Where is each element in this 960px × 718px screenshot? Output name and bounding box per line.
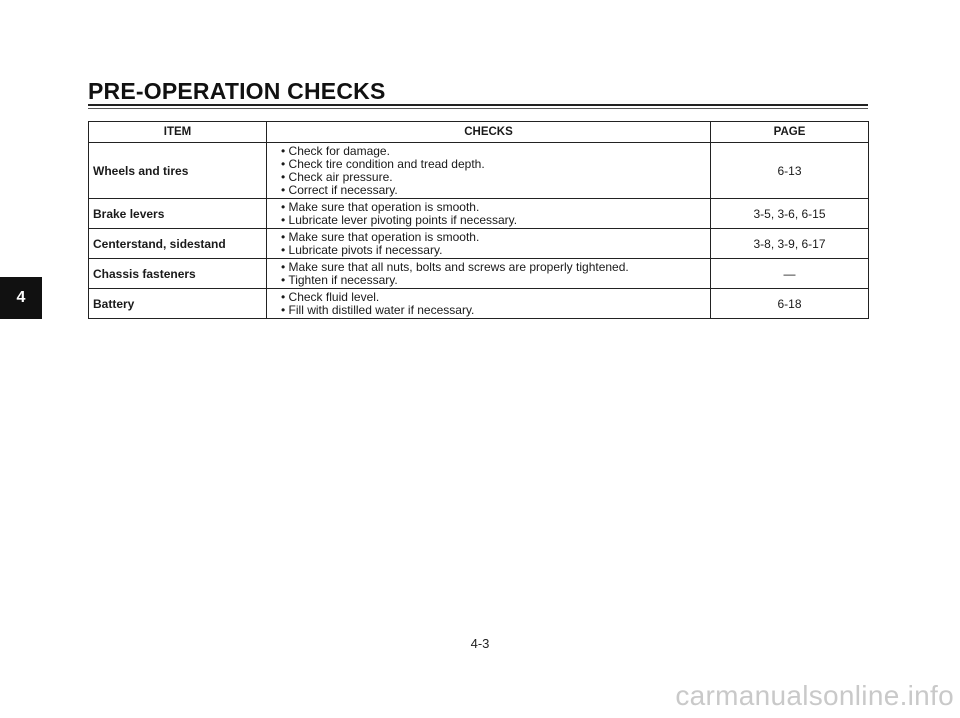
title-rule: [88, 104, 868, 106]
page-cell: 3-5, 3-6, 6-15: [711, 199, 869, 229]
chapter-tab: 4: [0, 277, 42, 319]
table-row: [89, 289, 869, 319]
check-item: • Make sure that operation is smooth.: [281, 231, 706, 244]
column-header-item: ITEM: [89, 122, 267, 143]
checks-cell: [267, 199, 711, 229]
check-item: • Check tire condition and tread depth.: [281, 158, 706, 171]
checks-cell: [267, 259, 711, 289]
item-cell: Brake levers: [89, 199, 267, 229]
item-cell: Chassis fasteners: [89, 259, 267, 289]
column-header-page: PAGE: [711, 122, 869, 143]
column-header-checks: CHECKS: [267, 122, 711, 143]
check-item: • Fill with distilled water if necessary.: [281, 304, 706, 317]
page-number: 4-3: [470, 636, 490, 651]
pre-operation-checks-table: [88, 121, 869, 319]
watermark: carmanualsonline.info: [675, 680, 954, 711]
table-row: [89, 259, 869, 289]
item-cell: Battery: [89, 289, 267, 319]
table-row: [89, 229, 869, 259]
page-cell: 3-8, 3-9, 6-17: [711, 229, 869, 259]
check-item: • Check for damage.: [281, 145, 706, 158]
check-item: • Lubricate lever pivoting points if necessary.: [281, 214, 706, 227]
page-cell: —: [711, 259, 869, 289]
title-rule-thin: [88, 108, 868, 109]
check-item: • Lubricate pivots if necessary.: [281, 244, 706, 257]
check-item: • Check fluid level.: [281, 291, 706, 304]
check-item: • Tighten if necessary.: [281, 274, 706, 287]
table-row: [89, 143, 869, 199]
table-row: [89, 199, 869, 229]
check-item: • Make sure that all nuts, bolts and screws are properly tightened.: [281, 261, 706, 274]
checks-cell: [267, 143, 711, 199]
page-cell: 6-13: [711, 143, 869, 199]
check-item: • Check air pressure.: [281, 171, 706, 184]
check-item: • Make sure that operation is smooth.: [281, 201, 706, 214]
check-item: • Correct if necessary.: [281, 184, 706, 197]
checks-cell: [267, 229, 711, 259]
item-cell: Wheels and tires: [89, 143, 267, 199]
page-title: PRE-OPERATION CHECKS: [88, 78, 386, 104]
table-header-row: [89, 122, 869, 143]
page-cell: 6-18: [711, 289, 869, 319]
checks-cell: [267, 289, 711, 319]
item-cell: Centerstand, sidestand: [89, 229, 267, 259]
